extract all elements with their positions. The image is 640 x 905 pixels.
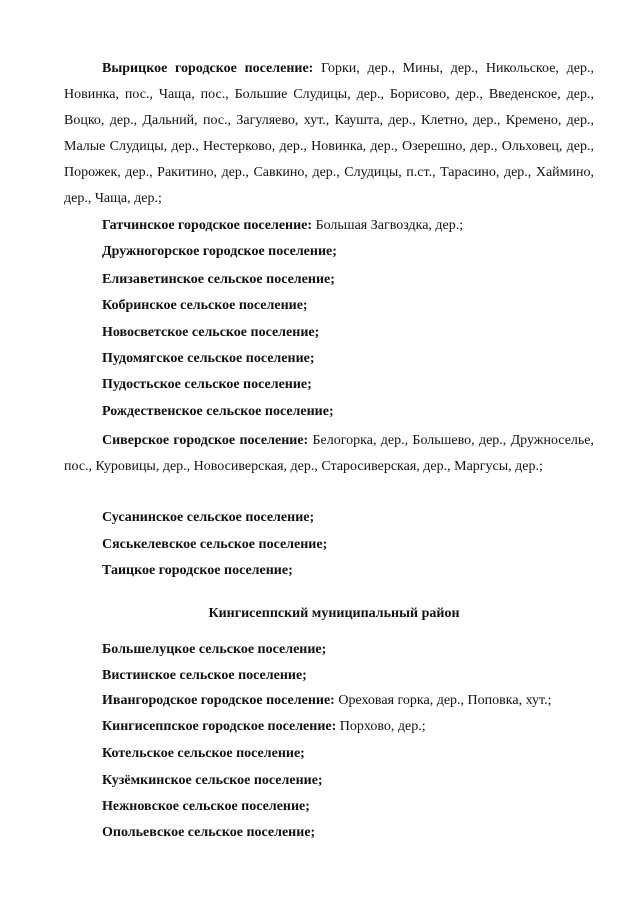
paragraph-taitsy (64, 563, 594, 579)
paragraph-pudomyagi (64, 351, 594, 367)
settlement-name: Рождественское сельское поселение; (102, 404, 334, 419)
settlement-name: Пудомягское сельское поселение; (102, 351, 315, 366)
settlement-name: Елизаветинское сельское поселение; (102, 272, 335, 287)
section-heading (64, 606, 604, 622)
settlement-name: Кузёмкинское сельское поселение; (102, 773, 323, 788)
settlement-villages: Большая Загвоздка, дер.; (312, 218, 464, 233)
paragraph-novy-svet (64, 325, 594, 341)
paragraph-bolshoy-luzhki (64, 642, 594, 658)
paragraph-gatchina (64, 218, 594, 234)
settlement-name: Сусанинское сельское поселение; (102, 510, 315, 525)
paragraph-kobrino (64, 298, 594, 314)
settlement-villages: Порхово, дер.; (336, 719, 426, 734)
paragraph-opolye (64, 825, 594, 841)
settlement-name: Таицкое городское поселение; (102, 563, 293, 578)
settlement-name: Ивангородское городское поселение: (102, 693, 335, 708)
settlement-villages: Белогорка, дер., Большево, дер., Дружноселье, пос., Куровицы, дер., Новосиверская, дер., Старосиверская, дер., Маргусы, дер.; (64, 433, 594, 474)
paragraph-kingisepp (64, 719, 594, 735)
settlement-name: Кингисеппское городское поселение: (102, 719, 337, 734)
settlement-name: Кобринское сельское поселение; (102, 298, 308, 313)
settlement-name: Нежновское сельское поселение; (102, 799, 310, 814)
settlement-name: Вырицкое городское поселение: (102, 61, 314, 76)
paragraph-druzhnaya-gorka (64, 244, 594, 260)
paragraph-kotly (64, 746, 594, 762)
paragraph-pudost (64, 377, 594, 393)
paragraph-elizavetino (64, 272, 594, 288)
paragraph-susanino (64, 510, 594, 526)
settlement-villages: Горки, дер., Мины, дер., Никольское, дер., Новинка, пос., Чаща, пос., Большие Слудицы, дер., Борисово, дер., Введенское, дер., Воцко, дер., Дальний, пос., Загуляево, хут., Каушта, дер., Клетно, дер., Кремено, дер., Малые Слудицы, дер., Нестерково, дер., Новинка, дер., Озерешно, дер., Ольховец, дер., Порожек, дер., Ракитино, дер., Савкино, дер., Слудицы, п.ст., Тарасино, дер., Хаймино, дер., Чаща, дер.; (64, 61, 595, 206)
settlement-name: Гатчинское городское поселение: (102, 218, 313, 233)
settlement-name: Сяськелевское сельское поселение; (102, 537, 328, 552)
settlement-name: Вистинское сельское поселение; (102, 668, 307, 683)
section-heading-text: Кингисеппский муниципальный район (208, 606, 460, 621)
paragraph-vistino (64, 668, 594, 684)
paragraph-rozhdestveno (64, 404, 594, 420)
settlement-name: Новосветское сельское поселение; (102, 325, 320, 340)
settlement-name: Дружногорское городское поселение; (102, 244, 337, 259)
settlement-name: Опольевское сельское поселение; (102, 825, 316, 840)
paragraph-nezhnovo (64, 799, 594, 815)
settlement-villages: Ореховая горка, дер., Поповка, хут.; (334, 693, 552, 708)
settlement-name: Сиверское городское поселение: (102, 433, 309, 448)
settlement-name: Большелуцкое сельское поселение; (102, 642, 327, 657)
settlement-name: Пудостьское сельское поселение; (102, 377, 312, 392)
paragraph-syaskelevo (64, 537, 594, 553)
paragraph-siverskiy (64, 428, 594, 480)
paragraph-vyritsa (64, 56, 594, 212)
paragraph-kuzemkino (64, 773, 594, 789)
paragraph-ivangorod (64, 693, 594, 709)
settlement-name: Котельское сельское поселение; (102, 746, 305, 761)
